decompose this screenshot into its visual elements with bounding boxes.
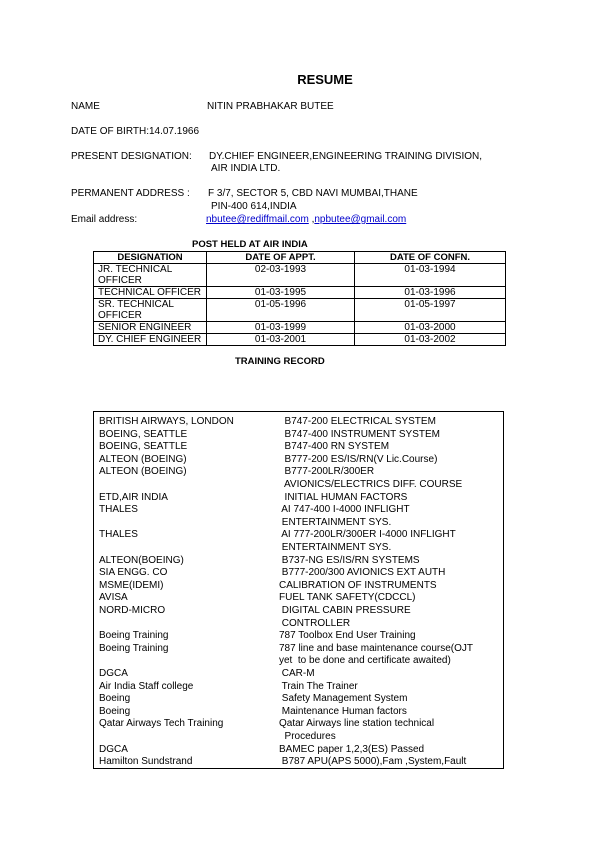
name-label: NAME [71, 101, 100, 112]
designation-label: PRESENT DESIGNATION: [71, 151, 192, 162]
name-value: NITIN PRABHAKAR BUTEE [207, 101, 334, 112]
training-organization: ALTEON (BOEING) [99, 466, 187, 478]
training-organization: SIA ENGG. CO [99, 567, 168, 579]
designation-line1: DY.CHIEF ENGINEER,ENGINEERING TRAINING DIVISION, [209, 151, 483, 162]
training-organization: AVISA [99, 592, 128, 604]
designation-cell: SR. TECHNICAL OFFICER [94, 299, 207, 322]
training-organization: MSME(IDEMI) [99, 579, 164, 591]
training-course: AI 747-400 I-4000 INFLIGHT [279, 504, 410, 516]
table-row [94, 334, 506, 346]
training-course: Maintenance Human factors [279, 705, 407, 717]
training-course: ENTERTAINMENT SYS. [279, 516, 392, 528]
confirmation-date-cell: 01-03-2000 [355, 322, 506, 334]
designation-line2: AIR INDIA LTD. [211, 163, 281, 174]
email-label: Email address: [71, 214, 138, 225]
designation-cell: SENIOR ENGINEER [94, 322, 207, 334]
training-course: Safety Management System [279, 693, 408, 705]
training-course: Procedures [279, 731, 336, 742]
appointment-date-cell: 01-05-1996 [207, 299, 355, 322]
column-header: DATE OF CONFN. [355, 252, 506, 264]
designation-cell: DY. CHIEF ENGINEER [94, 334, 207, 346]
training-organization: Air India Staff college [99, 680, 194, 692]
column-header: DESIGNATION [94, 252, 207, 264]
training-organization: THALES [99, 529, 138, 541]
training-course: DIGITAL CABIN PRESSURE [279, 605, 411, 616]
training-course: FUEL TANK SAFETY(CDCCL) [279, 592, 416, 604]
training-course: B787 APU(APS 5000),Fam ,System,Fault [279, 756, 467, 768]
confirmation-date-cell: 01-05-1997 [355, 299, 506, 322]
table-row [94, 322, 506, 334]
table-row [94, 264, 506, 287]
appointment-date-cell: 01-03-2001 [207, 334, 355, 346]
column-header: DATE OF APPT. [207, 252, 355, 264]
address-line1: F 3/7, SECTOR 5, CBD NAVI MUMBAI,THANE [208, 188, 418, 199]
page-title: RESUME [297, 72, 353, 87]
training-course: B737-NG ES/IS/RN SYSTEMS [279, 554, 420, 566]
training-organization: THALES [99, 504, 138, 516]
training-course: INITIAL HUMAN FACTORS [279, 491, 408, 503]
training-course: 787 Toolbox End User Training [279, 630, 416, 642]
table-header-row [94, 252, 506, 264]
training-organization: BOEING, SEATTLE [99, 441, 188, 453]
post-held-caption: POST HELD AT AIR INDIA [192, 239, 308, 250]
training-record-box [93, 411, 504, 769]
training-organization: Boeing Training [99, 630, 169, 642]
training-course: CALIBRATION OF INSTRUMENTS [279, 579, 437, 591]
training-course: BAMEC paper 1,2,3(ES) Passed [279, 743, 425, 755]
training-course: CONTROLLER [279, 617, 351, 629]
address-label: PERMANENT ADDRESS : [71, 188, 190, 199]
date-of-birth: DATE OF BIRTH:14.07.1966 [71, 126, 200, 137]
training-organization: DGCA [99, 668, 128, 679]
training-organization: BRITISH AIRWAYS, LONDON [99, 416, 234, 427]
email-separator: , [308, 214, 315, 225]
training-organization: ETD,AIR INDIA [99, 491, 168, 503]
training-organization: ALTEON(BOEING) [99, 554, 184, 566]
confirmation-date-cell: 01-03-2002 [355, 334, 506, 346]
training-course: Qatar Airways line station technical [279, 718, 435, 730]
email-link-gmail[interactable]: npbutee@gmail.com [314, 214, 407, 225]
training-organization: BOEING, SEATTLE [99, 428, 188, 440]
table-row [94, 299, 506, 322]
training-course: yet to be done and certificate awaited) [279, 655, 451, 667]
address-line2: PIN-400 614,INDIA [211, 201, 297, 212]
training-organization: DGCA [99, 743, 128, 755]
training-course: AI 777-200LR/300ER I-4000 INFLIGHT [279, 529, 456, 541]
post-held-table [93, 251, 506, 346]
designation-cell: TECHNICAL OFFICER [94, 287, 207, 299]
training-course: 787 line and base maintenance course(OJT [279, 642, 474, 654]
training-course: B777-200LR/300ER [279, 466, 375, 478]
training-course: B747-400 INSTRUMENT SYSTEM [279, 428, 440, 440]
training-course: B777-200/300 AVIONICS EXT AUTH [279, 567, 446, 579]
confirmation-date-cell: 01-03-1994 [355, 264, 506, 287]
table-row [94, 287, 506, 299]
appointment-date-cell: 01-03-1999 [207, 322, 355, 334]
training-organization: Boeing [99, 693, 131, 705]
email-link-rediff[interactable]: nbutee@rediffmail.com [206, 214, 309, 225]
designation-cell: JR. TECHNICAL OFFICER [94, 264, 207, 287]
training-course: B777-200 ES/IS/RN(V Lic.Course) [279, 453, 438, 465]
email-addresses [206, 214, 406, 226]
training-course: AVIONICS/ELECTRICS DIFF. COURSE [279, 479, 463, 490]
training-course: CAR-M [279, 668, 315, 679]
appointment-date-cell: 02-03-1993 [207, 264, 355, 287]
training-organization: Boeing Training [99, 642, 169, 654]
appointment-date-cell: 01-03-1995 [207, 287, 355, 299]
training-organization: Qatar Airways Tech Training [99, 718, 224, 730]
training-organization: Hamilton Sundstrand [99, 756, 193, 768]
training-organization: ALTEON (BOEING) [99, 453, 187, 465]
training-record-caption: TRAINING RECORD [235, 356, 325, 367]
training-course: B747-200 ELECTRICAL SYSTEM [279, 416, 436, 427]
confirmation-date-cell: 01-03-1996 [355, 287, 506, 299]
training-organization: Boeing [99, 705, 131, 717]
training-course: Train The Trainer [279, 680, 358, 692]
training-course: ENTERTAINMENT SYS. [279, 542, 392, 553]
training-course: B747-400 RN SYSTEM [279, 441, 390, 453]
training-organization: NORD-MICRO [99, 605, 166, 616]
